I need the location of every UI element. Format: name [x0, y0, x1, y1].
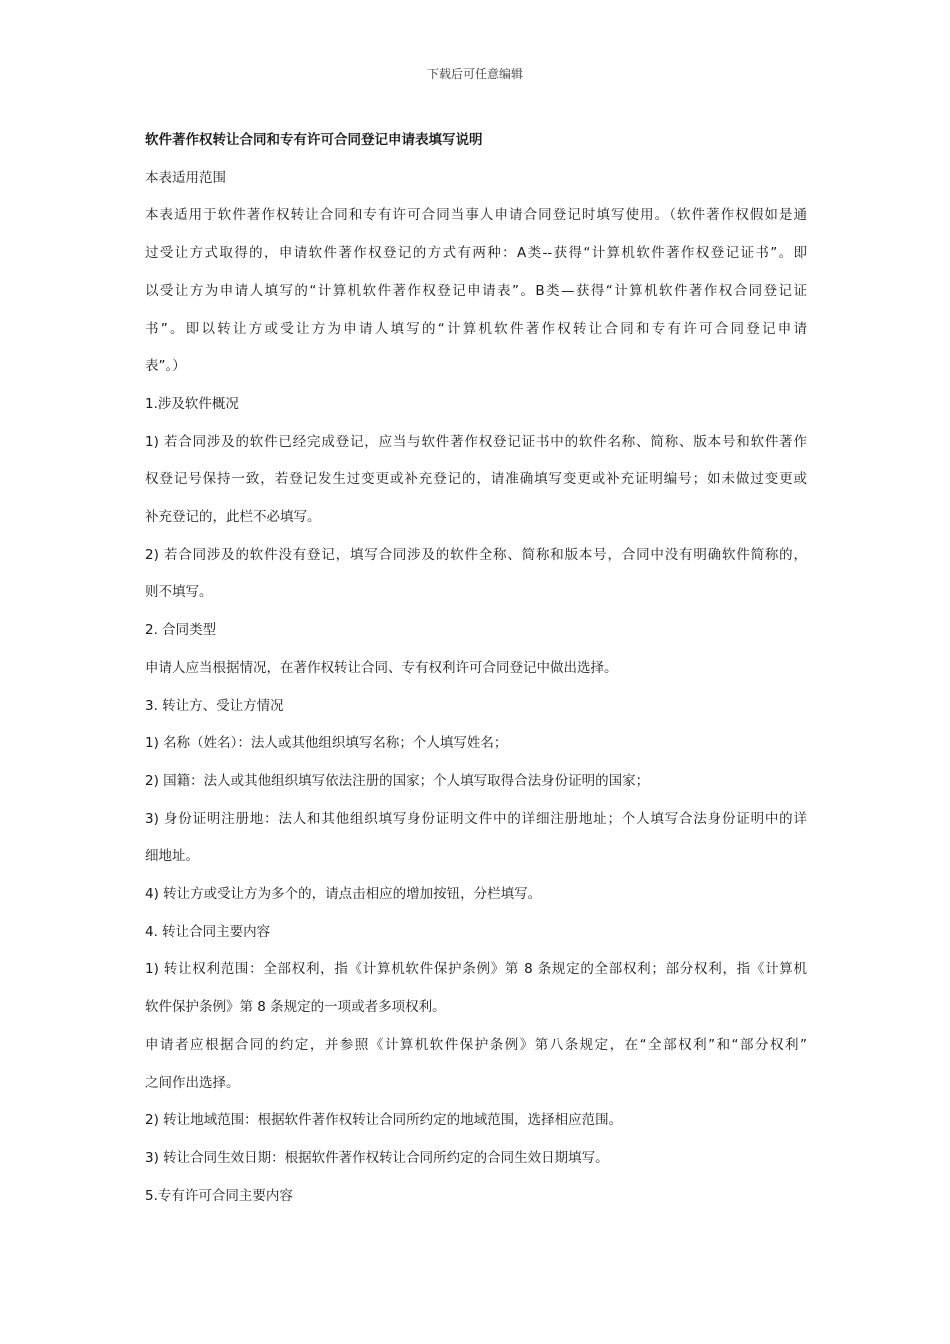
- text-line: 申请者应根据合同的约定，并参照《计算机软件保护条例》第八条规定，在“全部权利”和“部分权利”: [145, 1036, 807, 1053]
- text-line: 过受让方式取得的，申请软件著作权登记的方式有两种：A类--获得“计算机软件著作权登记证书”。即: [145, 245, 807, 262]
- text-line: 2) 国籍：法人或其他组织填写依法注册的国家；个人填写取得合法身份证明的国家；: [145, 772, 650, 789]
- document-body: [145, 122, 807, 1215]
- text-line: 4) 转让方或受让方为多个的，请点击相应的增加按钮，分栏填写。: [145, 886, 542, 903]
- page-header: 下载后可任意编辑: [426, 67, 523, 81]
- text-line: 2) 若合同涉及的软件没有登记，填写合同涉及的软件全称、简称和版本号，合同中没有明确软件简称的，: [145, 546, 807, 563]
- text-line: 申请人应当根据情况，在著作权转让合同、专有权利许可合同登记中做出选择。: [145, 659, 618, 676]
- text-line: 书”。即以转让方或受让方为申请人填写的“计算机软件著作权转让合同和专有许可合同登记申请: [145, 320, 807, 337]
- text-line: 补充登记的，此栏不必填写。: [145, 509, 321, 526]
- text-line: 1) 转让权利范围：全部权利，指《计算机软件保护条例》第 8 条规定的全部权利；部分权利，指《计算机: [145, 961, 807, 978]
- text-line: 5.专有许可合同主要内容: [145, 1187, 293, 1204]
- text-line: 细地址。: [145, 848, 199, 865]
- text-line: 本表适用于软件著作权转让合同和专有许可合同当事人申请合同登记时填写使用。（软件著作权假如是通: [145, 207, 807, 224]
- text-line: 1.涉及软件概况: [145, 395, 239, 412]
- text-line: 3) 身份证明注册地：法人和其他组织填写身份证明文件中的详细注册地址；个人填写合法身份证明中的详: [145, 810, 807, 827]
- text-line: 3) 转让合同生效日期：根据软件著作权转让合同所约定的合同生效日期填写。: [145, 1149, 609, 1166]
- text-line: 之间作出选择。: [145, 1074, 240, 1091]
- text-line: 1) 名称（姓名）：法人或其他组织填写名称；个人填写姓名；: [145, 735, 508, 752]
- text-line: 本表适用范围: [145, 169, 226, 186]
- text-line: 则不填写。: [145, 584, 213, 601]
- text-line: 软件保护条例》第 8 条规定的一项或者多项权利。: [145, 999, 446, 1016]
- text-line: 以受让方为申请人填写的“计算机软件著作权登记申请表”。B类—获得“计算机软件著作权合同登记证: [145, 282, 807, 299]
- document-title: 软件著作权转让合同和专有许可合同登记申请表填写说明: [145, 132, 483, 148]
- text-line: 权登记号保持一致，若登记发生过变更或补充登记的，请准确填写变更或补充证明编号；如未做过变更或: [145, 471, 807, 488]
- text-line: 2) 转让地域范围：根据软件著作权转让合同所约定的地域范围，选择相应范围。: [145, 1112, 623, 1129]
- document-paragraphs: [145, 160, 807, 1216]
- text-line: 2. 合同类型: [145, 622, 217, 639]
- text-line: 1) 若合同涉及的软件已经完成登记，应当与软件著作权登记证书中的软件名称、简称、版本号和软件著作: [145, 433, 807, 450]
- text-line: 4. 转让合同主要内容: [145, 923, 271, 940]
- text-line: 表”。）: [145, 358, 186, 375]
- text-line: 3. 转让方、受让方情况: [145, 697, 284, 714]
